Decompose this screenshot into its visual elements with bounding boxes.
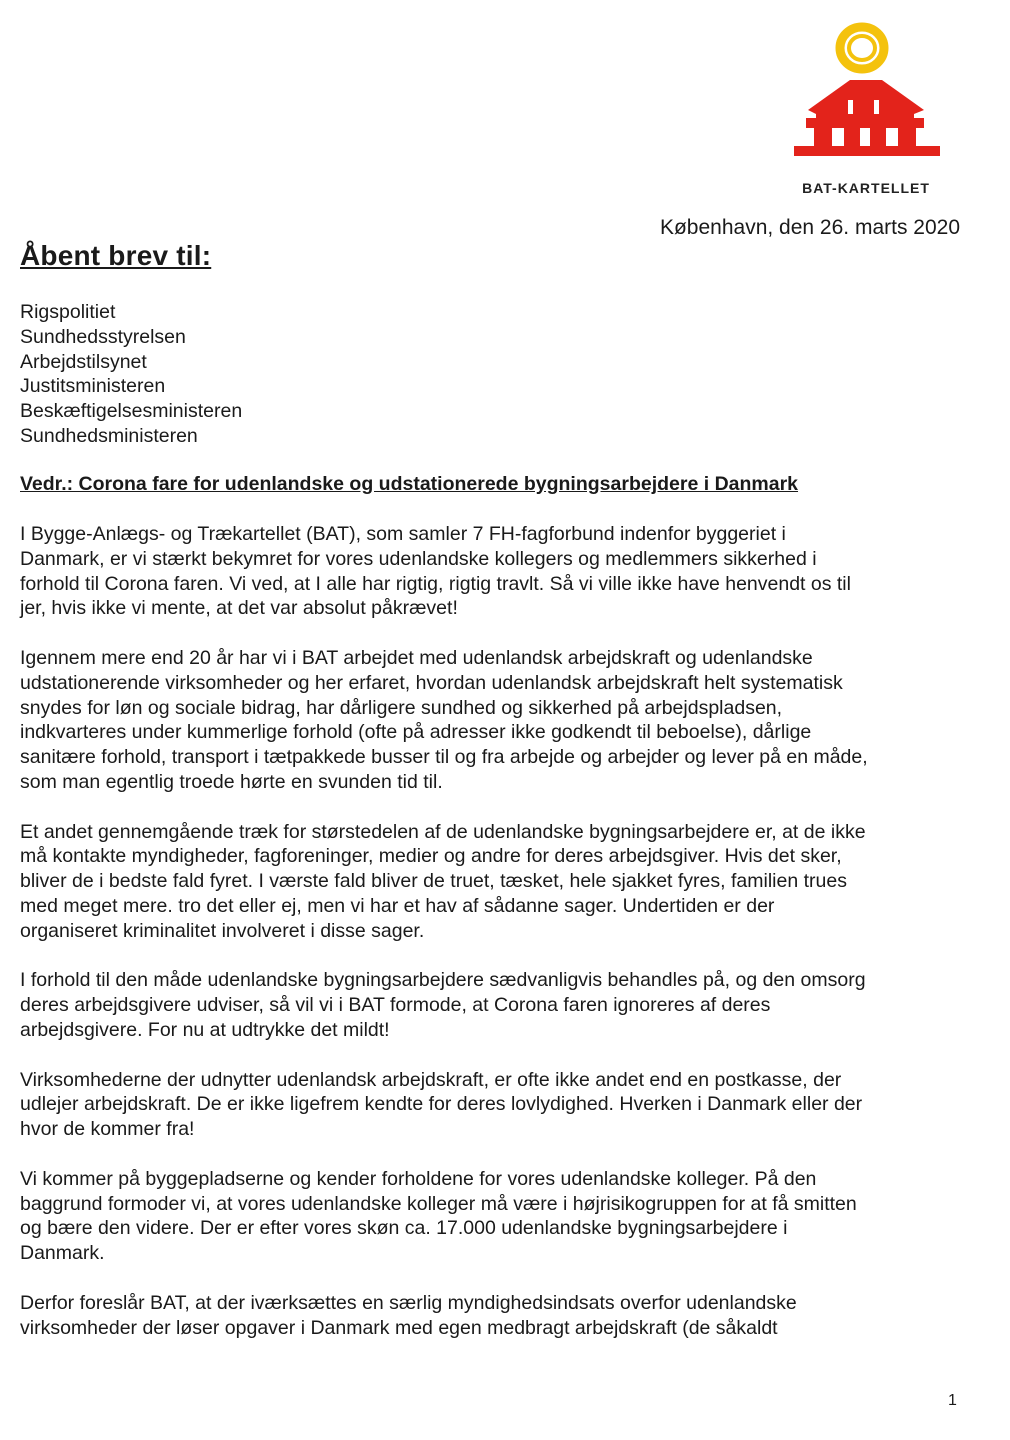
recipient: Beskæftigelsesministeren [20, 400, 243, 423]
text-line: snydes for løn og sociale bidrag, har dårligere sundhed og sikkerhed på arbejdspladsen, [20, 696, 783, 719]
letter-subject: Vedr.: Corona fare for udenlandske og udstationerede bygningsarbejdere i Danmark [20, 473, 799, 495]
text-line: indkvarteres under kummerlige forhold (ofte på adresser ikke godkendt til beboelse), dårlige [20, 721, 812, 744]
text-line: deres arbejdsgivere udviser, så vil vi i BAT formode, at Corona faren ignoreres af deres [20, 994, 771, 1017]
text-line: arbejdsgivere. For nu at udtrykke det mildt! [20, 1018, 390, 1041]
page-number: 1 [948, 1392, 957, 1409]
text-line: I Bygge-Anlægs- og Trækartellet (BAT), som samler 7 FH-fagforbund indenfor byggeriet i [20, 523, 786, 545]
text-line: organiseret kriminalitet involveret i disse sager. [20, 919, 425, 942]
recipients-list [20, 300, 242, 449]
recipient: Justitsministeren [20, 375, 166, 398]
recipient: Rigspolitiet [20, 301, 116, 323]
paragraph [20, 1291, 970, 1341]
text-line: Vi kommer på byggepladserne og kender forholdene for vores udenlandske kolleger. På den [20, 1167, 817, 1190]
paragraph [20, 1068, 970, 1142]
text-line: virksomheder der løser opgaver i Danmark med egen medbragt arbejdskraft (de såkaldt [20, 1316, 778, 1339]
text-line: Danmark. [20, 1242, 105, 1265]
sun-icon [840, 27, 884, 69]
text-line: Derfor foreslår BAT, at der iværksættes en særlig myndighedsindsats overfor udenlandske [20, 1291, 797, 1314]
paragraph [20, 820, 970, 944]
text-line: med meget mere. tro det eller ej, men vi har et hav af sådanne sager. Undertiden er der [20, 894, 775, 917]
logo-emblem-icon [786, 18, 946, 178]
text-line: Et andet gennemgående træk for størstedelen af de udenlandske bygningsarbejdere er, at de ikke [20, 820, 866, 843]
letter-title: Åbent brev til: [20, 240, 212, 271]
logo-text: BAT-KARTELLET [802, 180, 930, 196]
text-line: må kontakte myndigheder, fagforeninger, medier og andre for deres arbejdsgiver. Hvis det sker, [20, 845, 842, 868]
text-line: sanitære forhold, transport i tætpakkede busser til og fra arbejde og arbejder og lever på en måde, [20, 746, 868, 769]
recipient: Arbejdstilsynet [20, 350, 147, 373]
letter-body [20, 522, 970, 1365]
recipient: Sundhedsstyrelsen [20, 325, 186, 348]
bat-kartellet-logo [786, 18, 946, 208]
text-line: Virksomhederne der udnytter udenlandsk arbejdskraft, er ofte ikke andet end en postkasse, der [20, 1068, 842, 1091]
text-line: hvor de kommer fra! [20, 1118, 195, 1141]
text-line: bliver de i bedste fald fyret. I værste fald bliver de truet, tæsket, hele sjakket fyres, familien trues [20, 870, 847, 893]
text-line: udlejer arbejdskraft. De er ikke ligefrem kendte for deres lovlydighed. Hverken i Danmark eller der [20, 1093, 863, 1116]
text-line: forhold til Corona faren. Vi ved, at I alle har rigtig, rigtig travlt. Så vi ville ikke have henvendt os til [20, 572, 851, 595]
text-line: baggrund formoder vi, at vores udenlandske kolleger må være i højrisikogruppen for at få smitten [20, 1192, 857, 1215]
paragraph [20, 646, 970, 795]
text-line: udstationerende virksomheder og her erfaret, hvordan udenlandsk arbejdskraft helt systematisk [20, 671, 843, 694]
paragraph [20, 968, 970, 1042]
recipient: Sundhedsministeren [20, 424, 198, 447]
text-line: Igennem mere end 20 år har vi i BAT arbejdet med udenlandsk arbejdskraft og udenlandske [20, 646, 813, 669]
house-icon [794, 80, 940, 156]
paragraph [20, 1167, 970, 1266]
text-line: Danmark, er vi stærkt bekymret for vores udenlandske kollegers og medlemmers sikkerhed i [20, 547, 817, 570]
text-line: og bære den videre. Der er efter vores skøn ca. 17.000 udenlandske bygningsarbejdere i [20, 1217, 788, 1240]
text-line: som man egentlig troede hørte en svunden tid til. [20, 770, 443, 793]
paragraph [20, 522, 970, 621]
text-line: I forhold til den måde udenlandske bygningsarbejdere sædvanligvis behandles på, og den omsorg [20, 969, 866, 992]
text-line: jer, hvis ikke vi mente, at det var absolut påkrævet! [20, 597, 458, 620]
letter-date: København, den 26. marts 2020 [659, 216, 960, 239]
